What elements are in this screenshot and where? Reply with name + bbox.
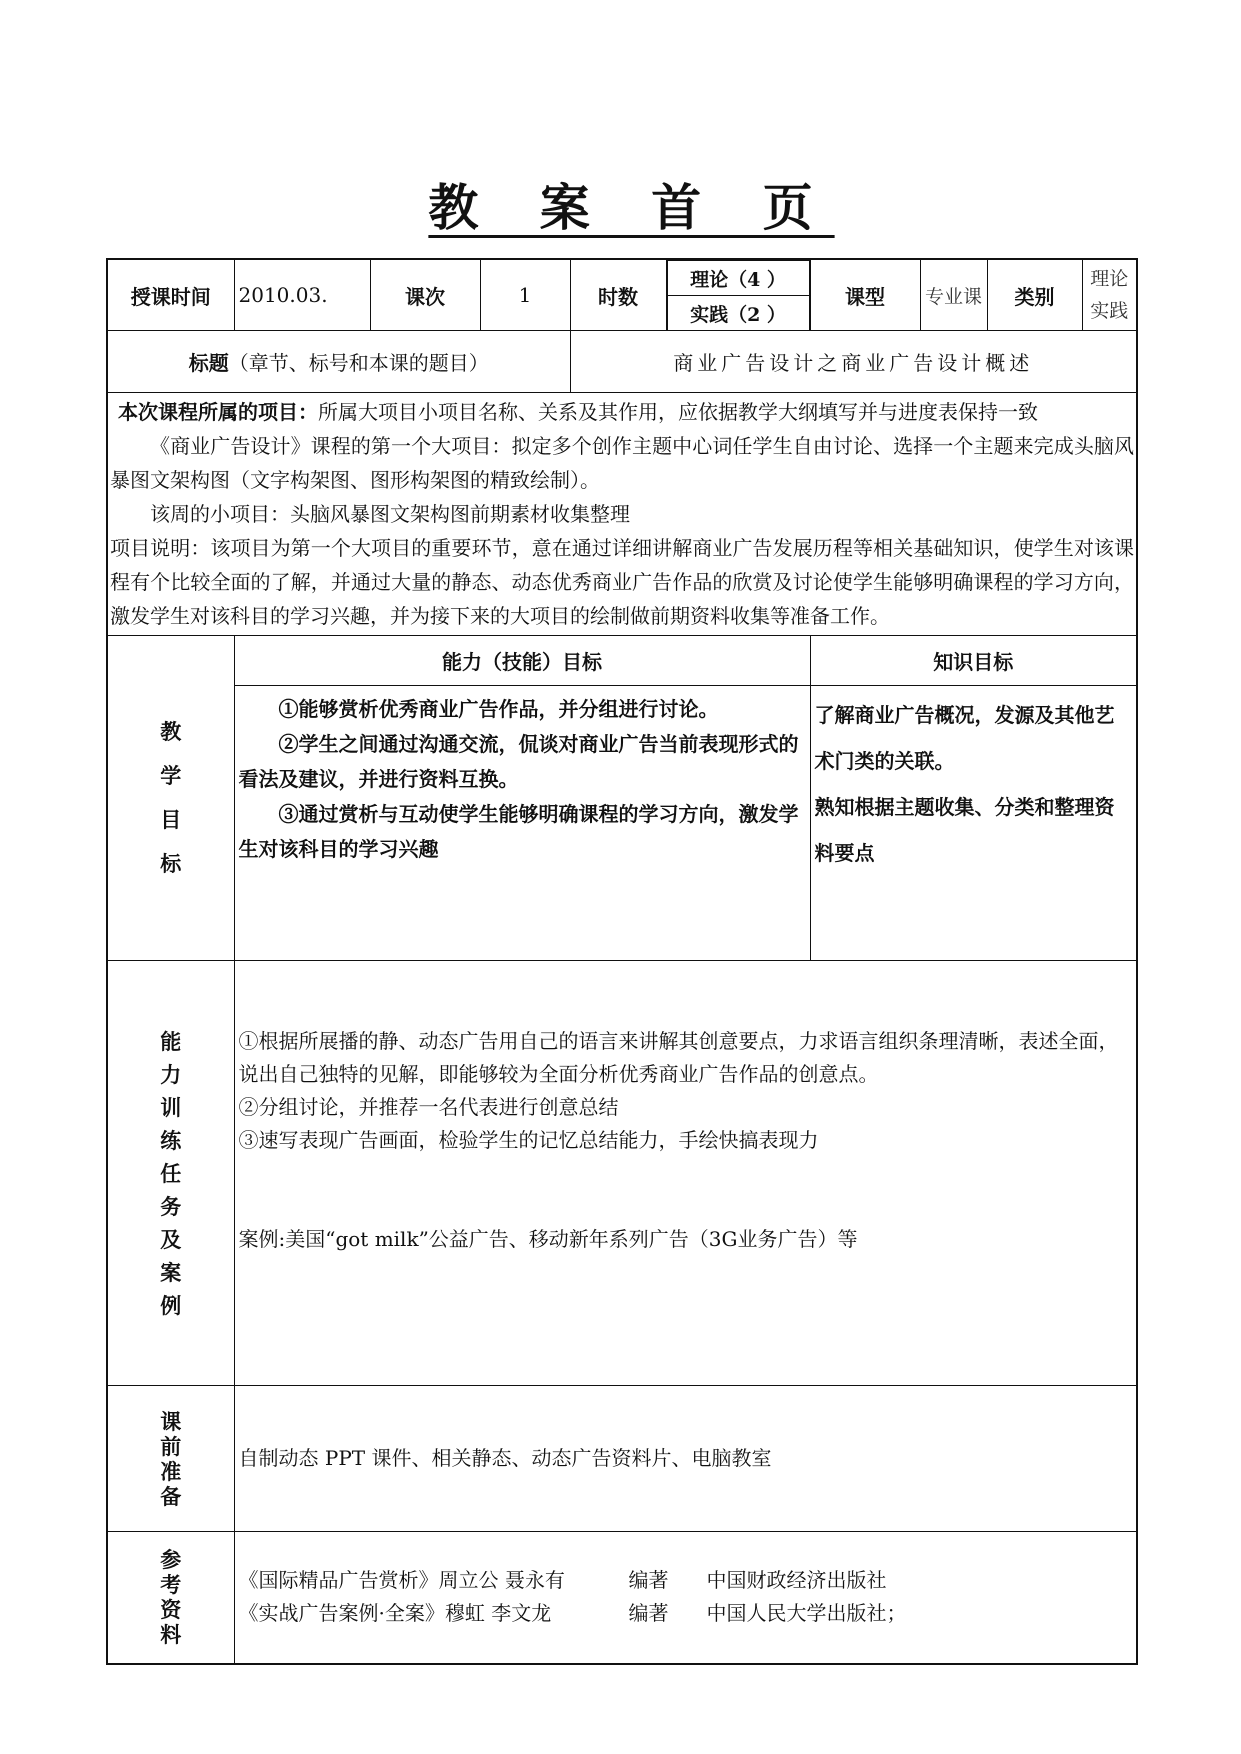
reference-title: 《实战广告案例·全案》穆虹 李文龙 — [238, 1601, 552, 1626]
references-row — [107, 1532, 1137, 1664]
training-side-char: 练 — [160, 1127, 182, 1153]
reference-publisher: 中国财政经济出版社 — [706, 1568, 887, 1593]
reference-title: 《国际精品广告赏析》周立公 聂永有 — [238, 1568, 565, 1593]
ability-item: ②学生之间通过沟通交流，侃谈对商业广告当前表现形式的看法及建议，并进行资料互换。 — [238, 732, 799, 791]
reference-item — [239, 1597, 1133, 1630]
page-title-wrap — [0, 168, 1241, 240]
title-label-bold: 标题 — [188, 351, 229, 375]
training-side-char: 案 — [160, 1259, 182, 1285]
training-content — [234, 961, 1137, 1386]
training-case: 案例:美国“got milk”公益广告、移动新年系列广告（3G业务广告）等 — [238, 1227, 858, 1251]
goals-side-char: 教 — [160, 719, 182, 744]
category-value — [1082, 259, 1137, 331]
project-intro: 所属大项目小项目名称、关系及其作用，应依据教学大纲填写并与进度表保持一致 — [318, 400, 1038, 424]
hours-cell — [666, 259, 810, 331]
reference-role: 编著 — [628, 1568, 669, 1593]
knowledge-goals — [810, 686, 1137, 961]
preparation-content: 自制动态 PPT 课件、相关静态、动态广告资料片、电脑教室 — [234, 1386, 1137, 1532]
training-side-char: 务 — [160, 1193, 182, 1219]
goals-side-char: 标 — [160, 851, 182, 876]
goals-header-row — [107, 636, 1137, 686]
category-practice: 实践 — [1090, 300, 1129, 322]
training-side-label — [107, 961, 234, 1386]
training-side-char: 任 — [160, 1160, 182, 1186]
prep-side-char: 准 — [160, 1458, 182, 1484]
goals-side-label — [107, 636, 234, 961]
hours-split — [667, 260, 810, 330]
time-label: 授课时间 — [107, 259, 234, 331]
prep-side-char: 课 — [160, 1408, 182, 1434]
preparation-side-label — [107, 1386, 234, 1532]
project-description: 项目说明：该项目为第一个大项目的重要环节，意在通过详细讲解商业广告发展历程等相关基础知识，使学生对该课程有个比较全面的了解，并通过大量的静态、动态优秀商业广告作品的欣赏及讨论使学生能够明确课程的学习方向，激发学生对该科目的学习兴趣，并为接下来的大项目的绘制做前期资料收集等准备工作。 — [110, 536, 1134, 628]
prep-side-char: 前 — [160, 1433, 182, 1459]
training-row — [107, 961, 1137, 1386]
knowledge-item: 熟知根据主题收集、分类和整理资料要点 — [814, 795, 1115, 865]
ref-side-char: 考 — [160, 1572, 182, 1598]
ability-item: ①能够赏析优秀商业广告作品，并分组进行讨论。 — [278, 697, 719, 721]
header-row — [107, 259, 1137, 331]
reference-role: 编著 — [628, 1601, 669, 1626]
training-item: ③速写表现广告画面，检验学生的记忆总结能力，手绘快搞表现力 — [238, 1128, 819, 1152]
preparation-row — [107, 1386, 1137, 1532]
reference-publisher: 中国人民大学出版社； — [706, 1601, 907, 1626]
knowledge-item: 了解商业广告概况，发源及其他艺术门类的关联。 — [814, 703, 1115, 773]
category-label: 类别 — [987, 259, 1082, 331]
training-side-char: 训 — [160, 1094, 182, 1120]
goals-side-char: 目 — [160, 807, 182, 832]
session-value: 1 — [480, 259, 570, 331]
project-row — [107, 393, 1137, 636]
title-label — [107, 331, 570, 393]
training-side-char: 能 — [160, 1028, 182, 1054]
ability-goals — [234, 686, 810, 961]
type-label: 课型 — [810, 259, 920, 331]
type-value: 专业课 — [920, 259, 987, 331]
lesson-plan-table — [106, 258, 1138, 1665]
project-cell — [107, 393, 1137, 636]
training-side-char: 力 — [160, 1061, 182, 1087]
ref-side-char: 参 — [160, 1547, 182, 1573]
references-side-label — [107, 1532, 234, 1664]
page-title: 教 案 首 页 — [428, 178, 835, 237]
references-content — [234, 1532, 1137, 1664]
goals-content-row — [107, 686, 1137, 961]
title-value: 商业广告设计之商业广告设计概述 — [570, 331, 1137, 393]
project-big: 《商业广告设计》课程的第一个大项目：拟定多个创作主题中心词任学生自由讨论、选择一个主题来完成头脑风暴图文架构图（文字构架图、图形构架图的精致绘制）。 — [110, 434, 1134, 492]
practice-hours: 实践（2 ） — [667, 296, 809, 331]
training-item: ②分组讨论，并推荐一名代表进行创意总结 — [238, 1095, 619, 1119]
training-side-char: 例 — [160, 1292, 182, 1318]
ability-goal-header: 能力（技能）目标 — [234, 636, 810, 686]
knowledge-goal-header: 知识目标 — [810, 636, 1137, 686]
time-value: 2010.03. — [234, 259, 370, 331]
reference-item — [239, 1564, 1133, 1597]
project-label: 本次课程所属的项目： — [118, 400, 318, 424]
training-item: ①根据所展播的静、动态广告用自己的语言来讲解其创意要点，力求语言组织条理清晰，表述全面，说出自己独特的见解，即能够较为全面分析优秀商业广告作品的创意点。 — [238, 1029, 1119, 1086]
hours-label: 时数 — [570, 259, 666, 331]
ability-item: ③通过赏析与互动使学生能够明确课程的学习方向，激发学生对该科目的学习兴趣 — [238, 802, 799, 861]
category-theory: 理论 — [1090, 268, 1129, 290]
title-row — [107, 331, 1137, 393]
prep-side-char: 备 — [160, 1483, 182, 1509]
title-label-rest: （章节、标号和本课的题目） — [228, 351, 489, 375]
goals-side-char: 学 — [160, 763, 182, 788]
session-label: 课次 — [370, 259, 480, 331]
ref-side-char: 料 — [160, 1622, 182, 1648]
theory-hours: 理论（4 ） — [667, 261, 809, 296]
training-side-char: 及 — [160, 1226, 182, 1252]
ref-side-char: 资 — [160, 1597, 182, 1623]
project-small: 该周的小项目：头脑风暴图文架构图前期素材收集整理 — [150, 502, 630, 526]
